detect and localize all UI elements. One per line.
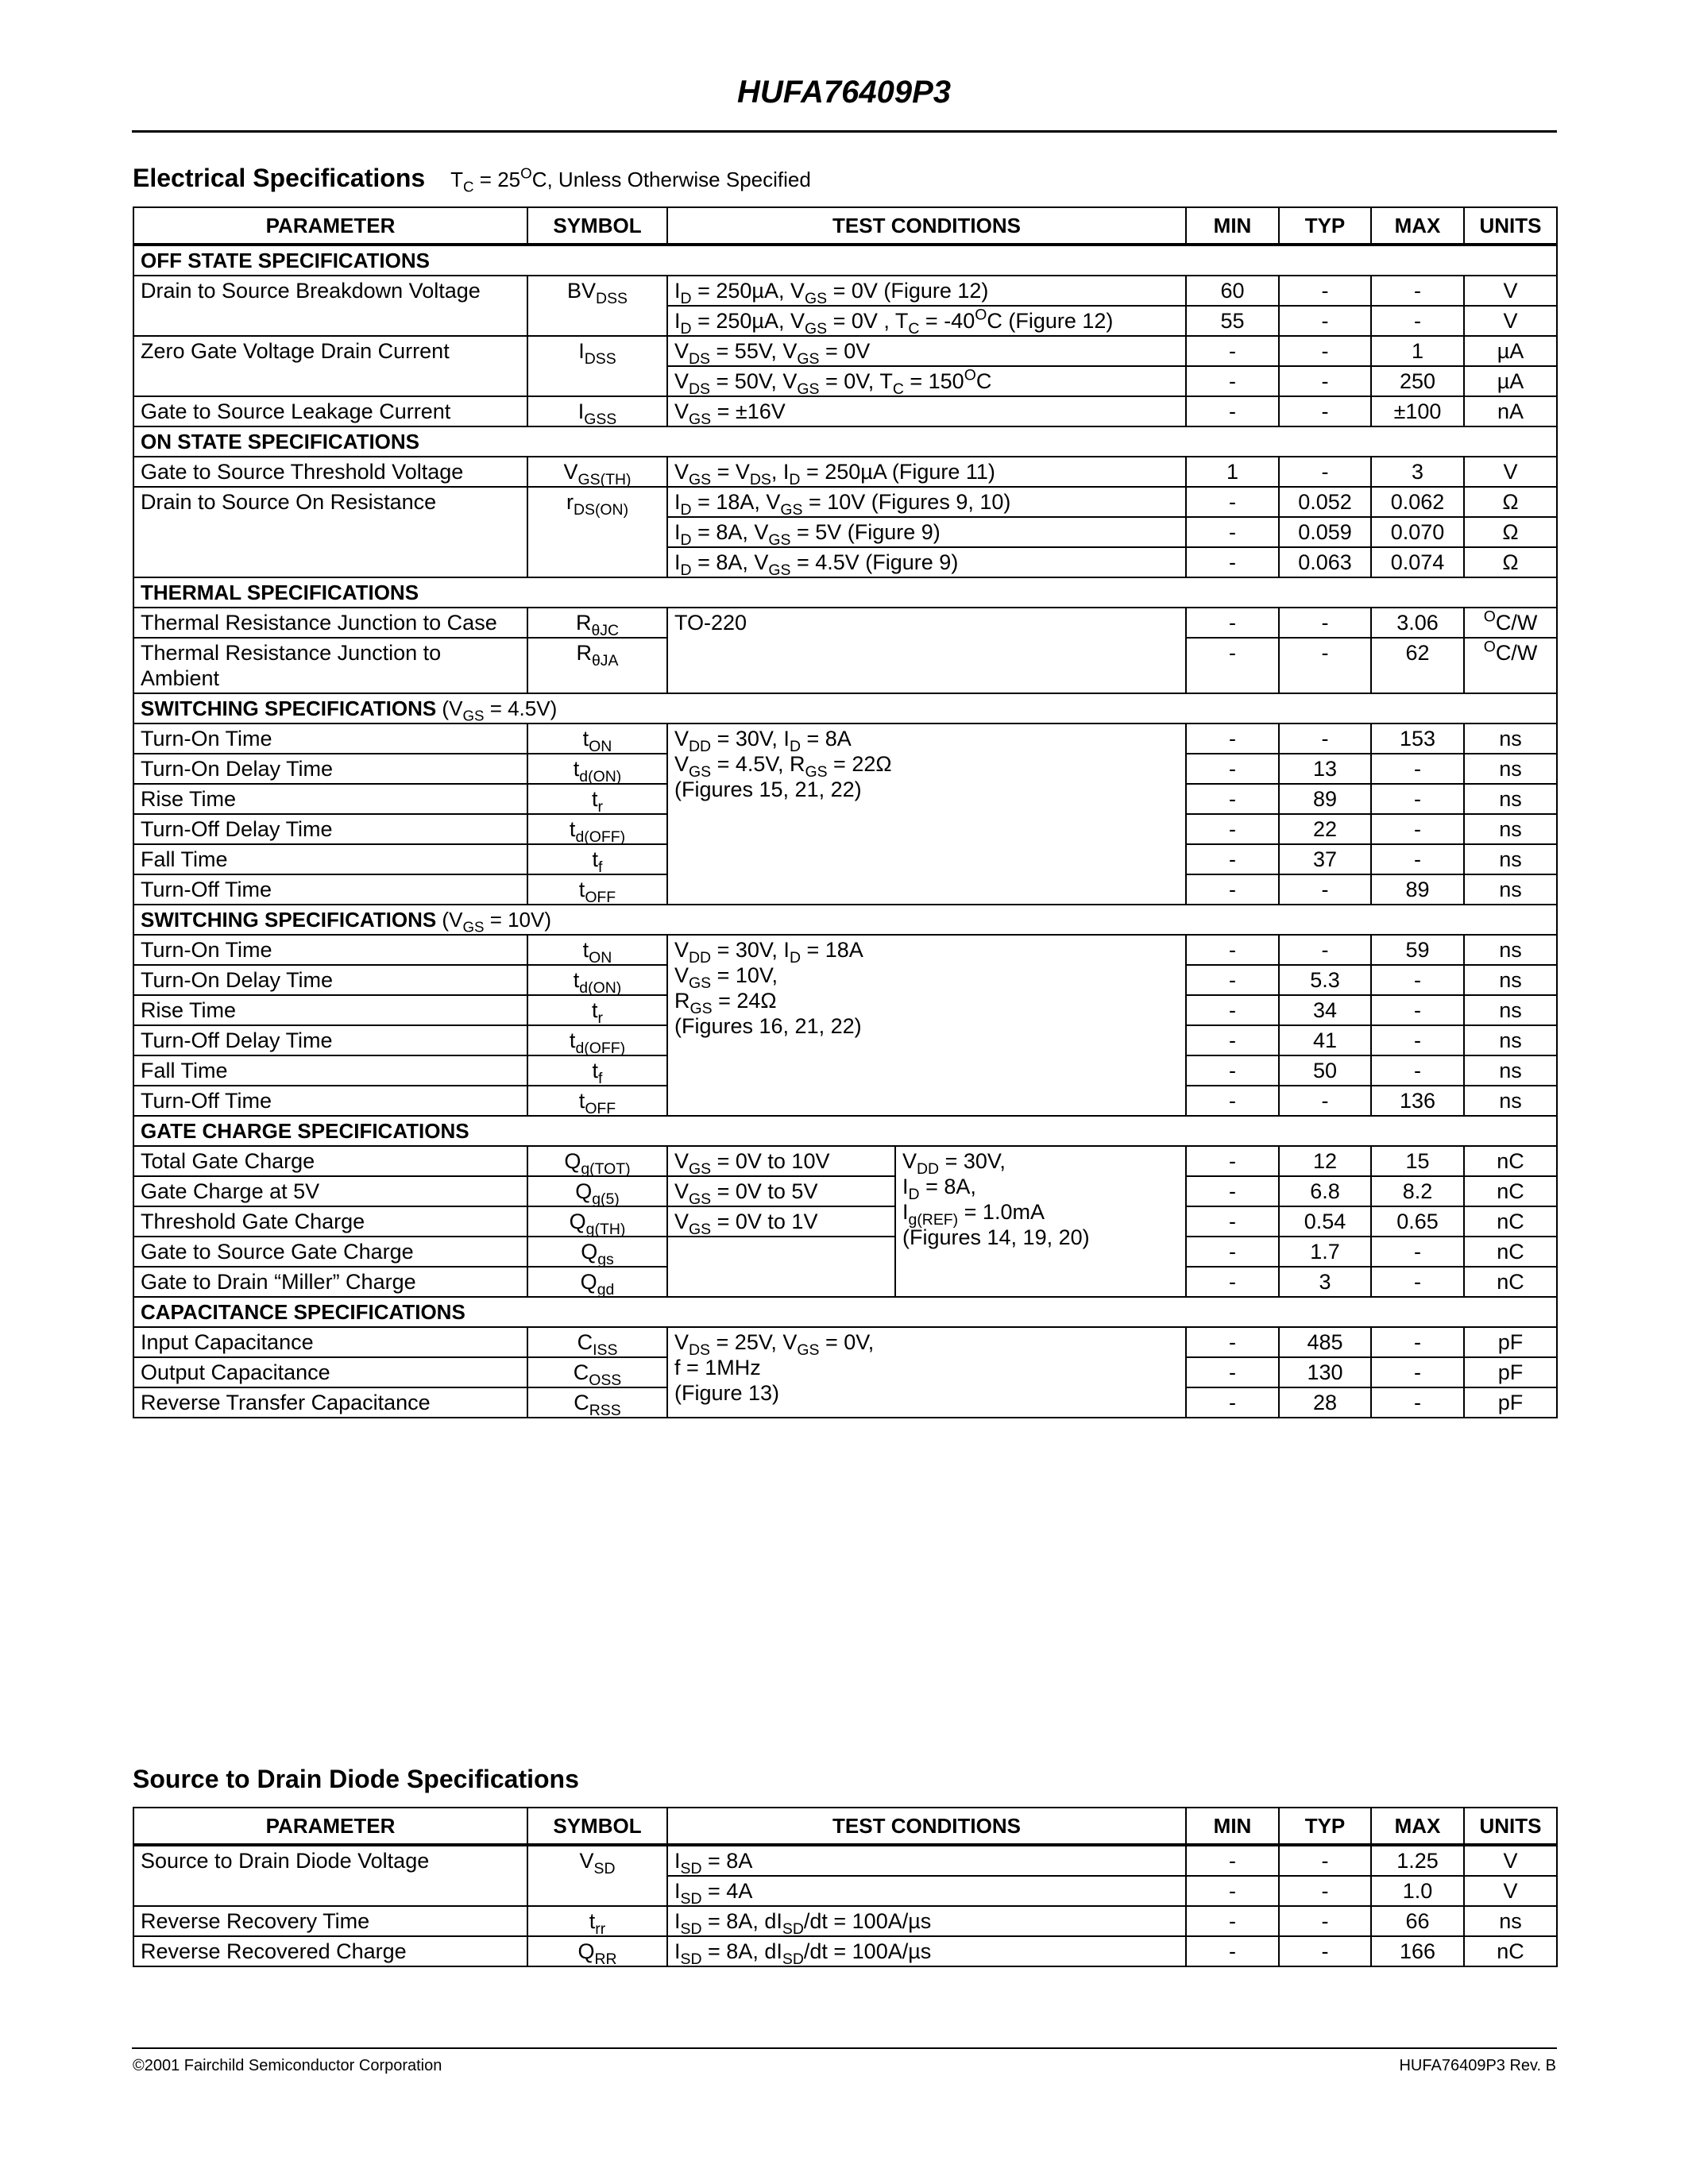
table-row xyxy=(133,723,1557,754)
col-header-typ: TYP xyxy=(1279,1808,1371,1845)
param-rja: Thermal Resistance Junction to Ambient xyxy=(133,638,527,693)
param-igss: Gate to Source Leakage Current xyxy=(133,396,527,426)
min-value: - xyxy=(1186,723,1279,754)
param-trr: Reverse Recovery Time xyxy=(133,1906,527,1936)
condition-cell: $I_{SD} = 4A$ xyxy=(667,1876,1186,1906)
symbol: $C_{ISS}$ xyxy=(527,1327,667,1357)
unit-value: ns xyxy=(1464,1025,1557,1055)
diode-spec-table xyxy=(133,1807,1558,1967)
electrical-spec-table xyxy=(133,206,1558,1418)
condition-cell-shared: $V_{DD} = 30V$, $I_D = 18A$ $V_{GS} = 10V$, $R_{GS} = 24\Omega$ (Figures 16, 21, 22) xyxy=(667,935,1186,1116)
min-value: - xyxy=(1186,1876,1279,1906)
symbol: $t_{ON}$ xyxy=(527,935,667,965)
max-value: 66 xyxy=(1371,1906,1464,1936)
max-value: 8.2 xyxy=(1371,1176,1464,1206)
typ-value: - xyxy=(1279,306,1371,336)
col-header-parameter: PARAMETER xyxy=(133,1808,527,1845)
unit-value: ns xyxy=(1464,754,1557,784)
symbol: $Q_{gs}$ xyxy=(527,1237,667,1267)
col-header-symbol: SYMBOL xyxy=(527,207,667,245)
max-value: 166 xyxy=(1371,1936,1464,1966)
max-value: 3 xyxy=(1371,457,1464,487)
col-header-test-conditions: TEST CONDITIONS xyxy=(667,207,1186,245)
max-value: - xyxy=(1371,814,1464,844)
condition-cell: $I_D = 8A$, $V_{GS} = 5V$ (Figure 9) xyxy=(667,517,1186,547)
min-value: - xyxy=(1186,517,1279,547)
col-header-max: MAX xyxy=(1371,1808,1464,1845)
max-value: - xyxy=(1371,1327,1464,1357)
max-value: 1.25 xyxy=(1371,1845,1464,1876)
param-name: Gate to Source Gate Charge xyxy=(133,1237,527,1267)
condition-cell: $V_{GS} = 0V$ to 1V xyxy=(667,1206,895,1237)
min-value: - xyxy=(1186,1146,1279,1176)
test-condition-note: $T_C = 25^OC$, Unless Otherwise Specified xyxy=(450,164,811,195)
param-name: Fall Time xyxy=(133,844,527,874)
condition-cell: $V_{DS} = 50V$, $V_{GS} = 0V$, $T_C = 150^OC$ xyxy=(667,366,1186,396)
table-row xyxy=(133,1327,1557,1357)
unit-value: ns xyxy=(1464,814,1557,844)
table-row xyxy=(133,457,1557,487)
footer-rule xyxy=(132,2047,1557,2049)
min-value: - xyxy=(1186,366,1279,396)
typ-value: 34 xyxy=(1279,995,1371,1025)
unit-value: nC xyxy=(1464,1146,1557,1176)
typ-value: - xyxy=(1279,276,1371,306)
min-value: - xyxy=(1186,1267,1279,1297)
unit-value: nC xyxy=(1464,1936,1557,1966)
min-value: - xyxy=(1186,784,1279,814)
condition-cell-shared: $V_{DD} = 30V$, $I_D = 8A$, $I_{g(REF)} = 1.0mA$ (Figures 14, 19, 20) xyxy=(895,1146,1186,1297)
typ-value: 13 xyxy=(1279,754,1371,784)
symbol: $Q_{g(TH)}$ xyxy=(527,1206,667,1237)
param-name: Fall Time xyxy=(133,1055,527,1086)
typ-value: 0.063 xyxy=(1279,547,1371,577)
param-name: Turn-On Time xyxy=(133,723,527,754)
min-value: - xyxy=(1186,874,1279,905)
min-value: - xyxy=(1186,547,1279,577)
param-name: Rise Time xyxy=(133,995,527,1025)
section-row-on-state: ON STATE SPECIFICATIONS xyxy=(133,426,1557,457)
table-row xyxy=(133,276,1557,306)
symbol-vgsth: $V_{GS(TH)}$ xyxy=(527,457,667,487)
typ-value: 0.052 xyxy=(1279,487,1371,517)
param-vsd: Source to Drain Diode Voltage xyxy=(133,1845,527,1906)
min-value: - xyxy=(1186,1387,1279,1418)
min-value: - xyxy=(1186,608,1279,638)
condition-cell: $I_{SD} = 8A$, $dI_{SD}/dt = 100A/\mu s$ xyxy=(667,1936,1186,1966)
table-row xyxy=(133,336,1557,366)
typ-value: 50 xyxy=(1279,1055,1371,1086)
unit-value: Ω xyxy=(1464,487,1557,517)
table-row xyxy=(133,1936,1557,1966)
typ-value: - xyxy=(1279,396,1371,426)
param-bvdss: Drain to Source Breakdown Voltage xyxy=(133,276,527,336)
symbol: $t_{d(ON)}$ xyxy=(527,965,667,995)
symbol: $t_{d(OFF)}$ xyxy=(527,1025,667,1055)
min-value: - xyxy=(1186,995,1279,1025)
param-name: Turn-Off Delay Time xyxy=(133,814,527,844)
max-value: - xyxy=(1371,784,1464,814)
max-value: - xyxy=(1371,965,1464,995)
symbol-rjc: $R_{\theta JC}$ xyxy=(527,608,667,638)
param-qrr: Reverse Recovered Charge xyxy=(133,1936,527,1966)
table-row xyxy=(133,1845,1557,1876)
max-value: 0.074 xyxy=(1371,547,1464,577)
max-value: 1.0 xyxy=(1371,1876,1464,1906)
condition-cell-shared: $V_{DS} = 25V$, $V_{GS} = 0V$, f = 1MHz (Figure 13) xyxy=(667,1327,1186,1418)
min-value: - xyxy=(1186,1936,1279,1966)
max-value: - xyxy=(1371,1055,1464,1086)
diode-heading: Source to Drain Diode Specifications xyxy=(133,1765,579,1793)
max-value: 250 xyxy=(1371,366,1464,396)
table-header-row xyxy=(133,1808,1557,1845)
section-row-thermal: THERMAL SPECIFICATIONS xyxy=(133,577,1557,608)
min-value: - xyxy=(1186,1206,1279,1237)
typ-value: 3 xyxy=(1279,1267,1371,1297)
symbol: $t_r$ xyxy=(527,995,667,1025)
unit-value: ns xyxy=(1464,723,1557,754)
param-name: Gate to Drain “Miller” Charge xyxy=(133,1267,527,1297)
symbol: $t_{d(OFF)}$ xyxy=(527,814,667,844)
symbol-rja: $R_{\theta JA}$ xyxy=(527,638,667,693)
param-name: Turn-On Delay Time xyxy=(133,754,527,784)
unit-value: µA xyxy=(1464,336,1557,366)
unit-value: nA xyxy=(1464,396,1557,426)
min-value: - xyxy=(1186,396,1279,426)
min-value: - xyxy=(1186,1086,1279,1116)
param-name: Turn-Off Time xyxy=(133,1086,527,1116)
param-idss: Zero Gate Voltage Drain Current xyxy=(133,336,527,396)
symbol-trr: $t_{rr}$ xyxy=(527,1906,667,1936)
col-header-units: UNITS xyxy=(1464,1808,1557,1845)
section-row-gate-charge: GATE CHARGE SPECIFICATIONS xyxy=(133,1116,1557,1146)
min-value: - xyxy=(1186,844,1279,874)
condition-cell: $V_{GS} = \pm 16V$ xyxy=(667,396,1186,426)
col-header-max: MAX xyxy=(1371,207,1464,245)
unit-value: V xyxy=(1464,1876,1557,1906)
col-header-test-conditions: TEST CONDITIONS xyxy=(667,1808,1186,1845)
max-value: 153 xyxy=(1371,723,1464,754)
param-name: Turn-On Delay Time xyxy=(133,965,527,995)
condition-cell: $I_D = 18A$, $V_{GS} = 10V$ (Figures 9, 10) xyxy=(667,487,1186,517)
max-value: - xyxy=(1371,754,1464,784)
unit-value: ns xyxy=(1464,1086,1557,1116)
table-row xyxy=(133,1176,1557,1206)
table-row xyxy=(133,1906,1557,1936)
max-value: 62 xyxy=(1371,638,1464,693)
table-row xyxy=(133,608,1557,638)
typ-value: 0.54 xyxy=(1279,1206,1371,1237)
max-value: 0.65 xyxy=(1371,1206,1464,1237)
condition-cell-shared: $V_{DD} = 30V$, $I_D = 8A$ $V_{GS} = 4.5V$, $R_{GS} = 22\Omega$ (Figures 15, 21, 22) xyxy=(667,723,1186,905)
symbol: $t_f$ xyxy=(527,1055,667,1086)
min-value: - xyxy=(1186,1327,1279,1357)
unit-value: V xyxy=(1464,276,1557,306)
min-value: - xyxy=(1186,1845,1279,1876)
max-value: 0.070 xyxy=(1371,517,1464,547)
typ-value: - xyxy=(1279,1086,1371,1116)
max-value: 0.062 xyxy=(1371,487,1464,517)
param-name: Turn-On Time xyxy=(133,935,527,965)
unit-value: ns xyxy=(1464,1906,1557,1936)
unit-value: ns xyxy=(1464,1055,1557,1086)
condition-cell: $V_{DS} = 55V$, $V_{GS} = 0V$ xyxy=(667,336,1186,366)
electrical-heading xyxy=(133,164,811,193)
param-rdson: Drain to Source On Resistance xyxy=(133,487,527,577)
typ-value: 1.7 xyxy=(1279,1237,1371,1267)
unit-value: pF xyxy=(1464,1357,1557,1387)
min-value: - xyxy=(1186,1237,1279,1267)
table-header-row xyxy=(133,207,1557,245)
col-header-parameter: PARAMETER xyxy=(133,207,527,245)
typ-value: - xyxy=(1279,1876,1371,1906)
typ-value: 28 xyxy=(1279,1387,1371,1418)
condition-cell: $I_D = 8A$, $V_{GS} = 4.5V$ (Figure 9) xyxy=(667,547,1186,577)
typ-value: 41 xyxy=(1279,1025,1371,1055)
section-row-switching-4-5v: SWITCHING SPECIFICATIONS $(V_{GS} = 4.5V)$ xyxy=(133,693,1557,723)
param-rjc: Thermal Resistance Junction to Case xyxy=(133,608,527,638)
max-value: - xyxy=(1371,1267,1464,1297)
condition-cell: $I_D = 250\mu A$, $V_{GS} = 0V$ , $T_C = -40^OC$ (Figure 12) xyxy=(667,306,1186,336)
param-vgsth: Gate to Source Threshold Voltage xyxy=(133,457,527,487)
col-header-min: MIN xyxy=(1186,207,1279,245)
typ-value: - xyxy=(1279,723,1371,754)
min-value: - xyxy=(1186,1357,1279,1387)
typ-value: 6.8 xyxy=(1279,1176,1371,1206)
min-value: - xyxy=(1186,935,1279,965)
param-name: Threshold Gate Charge xyxy=(133,1206,527,1237)
table-row xyxy=(133,487,1557,517)
symbol: $t_{ON}$ xyxy=(527,723,667,754)
unit-value: ns xyxy=(1464,784,1557,814)
unit-value: nC xyxy=(1464,1237,1557,1267)
symbol-vsd: $V_{SD}$ xyxy=(527,1845,667,1906)
symbol: $C_{OSS}$ xyxy=(527,1357,667,1387)
section-row-capacitance: CAPACITANCE SPECIFICATIONS xyxy=(133,1297,1557,1327)
symbol-bvdss: $BV_{DSS}$ xyxy=(527,276,667,336)
table-row xyxy=(133,396,1557,426)
typ-value: 5.3 xyxy=(1279,965,1371,995)
typ-value: 37 xyxy=(1279,844,1371,874)
unit-value: pF xyxy=(1464,1327,1557,1357)
typ-value: 89 xyxy=(1279,784,1371,814)
condition-cell: $V_{GS} = V_{DS}$, $I_D = 250\mu A$ (Figure 11) xyxy=(667,457,1186,487)
min-value: - xyxy=(1186,754,1279,784)
min-value: 55 xyxy=(1186,306,1279,336)
unit-value: nC xyxy=(1464,1267,1557,1297)
unit-value: $^O$C/W xyxy=(1464,638,1557,693)
section-row-switching-10v: SWITCHING SPECIFICATIONS $(V_{GS} = 10V)$ xyxy=(133,905,1557,935)
typ-value: - xyxy=(1279,366,1371,396)
max-value: 3.06 xyxy=(1371,608,1464,638)
max-value: - xyxy=(1371,1025,1464,1055)
min-value: - xyxy=(1186,638,1279,693)
min-value: - xyxy=(1186,1176,1279,1206)
typ-value: - xyxy=(1279,935,1371,965)
max-value: 89 xyxy=(1371,874,1464,905)
min-value: 1 xyxy=(1186,457,1279,487)
unit-value: $^O$C/W xyxy=(1464,608,1557,638)
col-header-units: UNITS xyxy=(1464,207,1557,245)
typ-value: - xyxy=(1279,874,1371,905)
unit-value: nC xyxy=(1464,1176,1557,1206)
revision-text: HUFA76409P3 Rev. B xyxy=(1399,2057,1556,2074)
symbol: $Q_{gd}$ xyxy=(527,1267,667,1297)
unit-value: ns xyxy=(1464,844,1557,874)
param-name: Total Gate Charge xyxy=(133,1146,527,1176)
symbol: $Q_{g(TOT)}$ xyxy=(527,1146,667,1176)
typ-value: - xyxy=(1279,457,1371,487)
unit-value: µA xyxy=(1464,366,1557,396)
condition-cell: $I_{SD} = 8A$ xyxy=(667,1845,1186,1876)
max-value: - xyxy=(1371,995,1464,1025)
condition-cell: $I_D = 250\mu A$, $V_{GS} = 0V$ (Figure 12) xyxy=(667,276,1186,306)
table-row xyxy=(133,1206,1557,1237)
typ-value: - xyxy=(1279,638,1371,693)
max-value: ±100 xyxy=(1371,396,1464,426)
unit-value: V xyxy=(1464,457,1557,487)
symbol: $Q_{g(5)}$ xyxy=(527,1176,667,1206)
typ-value: 22 xyxy=(1279,814,1371,844)
param-name: Turn-Off Time xyxy=(133,874,527,905)
condition-cell-package: TO-220 xyxy=(667,608,1186,693)
symbol: $t_f$ xyxy=(527,844,667,874)
symbol: $t_r$ xyxy=(527,784,667,814)
min-value: - xyxy=(1186,1906,1279,1936)
section-row-off-state: OFF STATE SPECIFICATIONS xyxy=(133,245,1557,276)
max-value: - xyxy=(1371,1387,1464,1418)
symbol-igss: $I_{GSS}$ xyxy=(527,396,667,426)
typ-value: 0.059 xyxy=(1279,517,1371,547)
max-value: - xyxy=(1371,1237,1464,1267)
param-name: Input Capacitance xyxy=(133,1327,527,1357)
max-value: - xyxy=(1371,306,1464,336)
param-name: Output Capacitance xyxy=(133,1357,527,1387)
max-value: - xyxy=(1371,276,1464,306)
unit-value: V xyxy=(1464,306,1557,336)
typ-value: 12 xyxy=(1279,1146,1371,1176)
min-value: - xyxy=(1186,965,1279,995)
document-title: HUFA76409P3 xyxy=(736,75,952,110)
col-header-min: MIN xyxy=(1186,1808,1279,1845)
max-value: 136 xyxy=(1371,1086,1464,1116)
symbol-qrr: $Q_{RR}$ xyxy=(527,1936,667,1966)
typ-value: - xyxy=(1279,608,1371,638)
unit-value: ns xyxy=(1464,874,1557,905)
unit-value: nC xyxy=(1464,1206,1557,1237)
table-row xyxy=(133,1237,1557,1267)
symbol: $C_{RSS}$ xyxy=(527,1387,667,1418)
param-name: Rise Time xyxy=(133,784,527,814)
typ-value: - xyxy=(1279,1936,1371,1966)
symbol: $t_{OFF}$ xyxy=(527,1086,667,1116)
max-value: 1 xyxy=(1371,336,1464,366)
unit-value: V xyxy=(1464,1845,1557,1876)
electrical-heading-text: Electrical Specifications xyxy=(133,164,426,192)
condition-cell: $V_{GS} = 0V$ to 5V xyxy=(667,1176,895,1206)
col-header-typ: TYP xyxy=(1279,207,1371,245)
condition-cell: $V_{GS} = 0V$ to 10V xyxy=(667,1146,895,1176)
unit-value: ns xyxy=(1464,965,1557,995)
unit-value: Ω xyxy=(1464,517,1557,547)
typ-value: - xyxy=(1279,1906,1371,1936)
unit-value: Ω xyxy=(1464,547,1557,577)
typ-value: - xyxy=(1279,1845,1371,1876)
typ-value: 485 xyxy=(1279,1327,1371,1357)
symbol-idss: $I_{DSS}$ xyxy=(527,336,667,396)
max-value: - xyxy=(1371,1357,1464,1387)
min-value: - xyxy=(1186,1055,1279,1086)
typ-value: - xyxy=(1279,336,1371,366)
table-row xyxy=(133,935,1557,965)
table-row xyxy=(133,1146,1557,1176)
typ-value: 130 xyxy=(1279,1357,1371,1387)
max-value: 59 xyxy=(1371,935,1464,965)
min-value: 60 xyxy=(1186,276,1279,306)
symbol-rdson: $r_{DS(ON)}$ xyxy=(527,487,667,577)
unit-value: pF xyxy=(1464,1387,1557,1418)
min-value: - xyxy=(1186,487,1279,517)
min-value: - xyxy=(1186,1025,1279,1055)
param-name: Reverse Transfer Capacitance xyxy=(133,1387,527,1418)
unit-value: ns xyxy=(1464,935,1557,965)
max-value: 15 xyxy=(1371,1146,1464,1176)
symbol: $t_{d(ON)}$ xyxy=(527,754,667,784)
copyright-text: ©2001 Fairchild Semiconductor Corporation xyxy=(133,2057,442,2074)
condition-cell-empty xyxy=(667,1237,895,1297)
unit-value: ns xyxy=(1464,995,1557,1025)
param-name: Turn-Off Delay Time xyxy=(133,1025,527,1055)
min-value: - xyxy=(1186,814,1279,844)
condition-cell: $I_{SD} = 8A$, $dI_{SD}/dt = 100A/\mu s$ xyxy=(667,1906,1186,1936)
header-rule xyxy=(132,130,1557,133)
symbol: $t_{OFF}$ xyxy=(527,874,667,905)
max-value: - xyxy=(1371,844,1464,874)
param-name: Gate Charge at 5V xyxy=(133,1176,527,1206)
col-header-symbol: SYMBOL xyxy=(527,1808,667,1845)
min-value: - xyxy=(1186,336,1279,366)
